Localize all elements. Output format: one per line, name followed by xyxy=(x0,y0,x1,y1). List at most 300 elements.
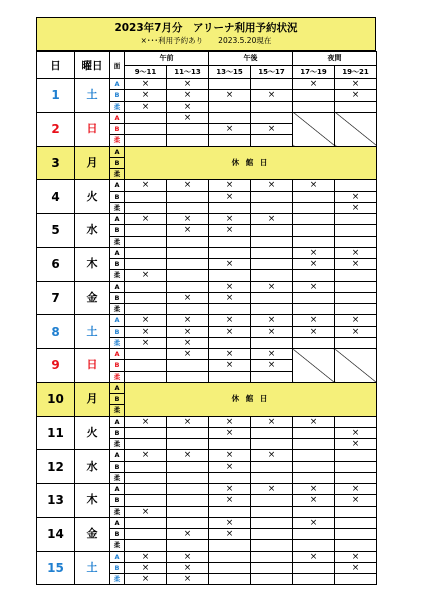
slot-cell xyxy=(251,371,293,382)
header-slot: 13～15 xyxy=(209,65,251,79)
table-row xyxy=(37,450,377,461)
slot-cell xyxy=(251,540,293,551)
header-day: 日 xyxy=(37,52,75,79)
reserved-cell: × xyxy=(293,551,335,562)
slot-cell xyxy=(251,202,293,213)
slot-cell xyxy=(209,79,251,90)
lane-label: 柔 xyxy=(110,270,125,281)
slot-cell xyxy=(209,540,251,551)
slot-cell xyxy=(251,79,293,90)
table-row xyxy=(37,79,377,90)
slot-cell xyxy=(167,439,209,450)
reserved-cell: × xyxy=(209,315,251,326)
slot-cell xyxy=(293,529,335,540)
reserved-cell: × xyxy=(335,484,377,495)
header-slot: 9～11 xyxy=(125,65,167,79)
lane-label: B xyxy=(110,562,125,573)
reserved-cell: × xyxy=(125,90,167,101)
slot-cell xyxy=(167,202,209,213)
reserved-cell: × xyxy=(251,484,293,495)
reserved-cell: × xyxy=(209,517,251,528)
slot-cell xyxy=(167,517,209,528)
lane-label: B xyxy=(110,495,125,506)
reserved-cell: × xyxy=(209,416,251,427)
table-row xyxy=(37,416,377,427)
header-group: 午後 xyxy=(209,52,293,66)
reserved-cell: × xyxy=(251,360,293,371)
slot-cell xyxy=(335,506,377,517)
lane-label: B xyxy=(110,394,125,405)
slot-cell xyxy=(293,191,335,202)
reserved-cell: × xyxy=(335,191,377,202)
reserved-cell: × xyxy=(167,112,209,123)
slot-cell xyxy=(335,101,377,112)
lane-label: A xyxy=(110,349,125,360)
slot-cell xyxy=(125,427,167,438)
lane-label: A xyxy=(110,382,125,393)
slot-cell xyxy=(167,247,209,258)
reserved-cell: × xyxy=(293,416,335,427)
page-subtitle: ×･･･利用予約あり 2023.5.20現在 xyxy=(140,36,272,45)
slot-cell xyxy=(167,124,209,135)
page-title: 2023年7月分 アリーナ利用予約状況 xyxy=(114,22,298,34)
slot-cell xyxy=(125,540,167,551)
slot-cell xyxy=(125,191,167,202)
slot-cell xyxy=(335,574,377,585)
reserved-cell: × xyxy=(335,202,377,213)
slot-cell xyxy=(209,439,251,450)
reserved-cell: × xyxy=(167,416,209,427)
slot-cell xyxy=(125,236,167,247)
table-row xyxy=(37,315,377,326)
reserved-cell: × xyxy=(167,101,209,112)
lane-label: 柔 xyxy=(110,202,125,213)
slot-cell xyxy=(293,202,335,213)
slot-cell xyxy=(335,416,377,427)
reserved-cell: × xyxy=(209,281,251,292)
lane-label: A xyxy=(110,112,125,123)
slot-cell xyxy=(335,281,377,292)
lane-label: A xyxy=(110,450,125,461)
table-row xyxy=(37,382,377,393)
day-number: 15 xyxy=(37,551,75,585)
slot-cell xyxy=(251,472,293,483)
day-number: 8 xyxy=(37,315,75,349)
lane-label: A xyxy=(110,517,125,528)
slot-cell xyxy=(209,247,251,258)
lane-label: A xyxy=(110,484,125,495)
table-row xyxy=(37,247,377,258)
lane-label: A xyxy=(110,551,125,562)
lane-label: A xyxy=(110,281,125,292)
reserved-cell: × xyxy=(251,326,293,337)
reserved-cell: × xyxy=(125,337,167,348)
weekday: 火 xyxy=(75,416,110,450)
day-number: 9 xyxy=(37,349,75,383)
weekday: 土 xyxy=(75,315,110,349)
reserved-cell: × xyxy=(251,450,293,461)
day-number: 4 xyxy=(37,180,75,214)
reserved-cell: × xyxy=(167,337,209,348)
slot-cell xyxy=(251,427,293,438)
slot-cell xyxy=(125,360,167,371)
slot-cell xyxy=(167,506,209,517)
reserved-cell: × xyxy=(335,247,377,258)
lane-label: B xyxy=(110,360,125,371)
slot-cell xyxy=(125,135,167,146)
slot-cell xyxy=(125,281,167,292)
lane-label: B xyxy=(110,90,125,101)
slot-cell xyxy=(125,517,167,528)
reserved-cell: × xyxy=(293,484,335,495)
slot-cell xyxy=(335,472,377,483)
slot-cell xyxy=(251,247,293,258)
reserved-cell: × xyxy=(209,495,251,506)
slot-cell xyxy=(209,270,251,281)
closed-notice: 休 館 日 xyxy=(125,382,377,416)
lane-label: B xyxy=(110,157,125,168)
slot-cell xyxy=(293,427,335,438)
reserved-cell: × xyxy=(125,326,167,337)
weekday: 水 xyxy=(75,214,110,248)
reserved-cell: × xyxy=(293,281,335,292)
slot-cell xyxy=(251,112,293,123)
slot-cell xyxy=(251,562,293,573)
lane-label: 柔 xyxy=(110,540,125,551)
reserved-cell: × xyxy=(209,191,251,202)
slot-cell xyxy=(167,270,209,281)
day-number: 10 xyxy=(37,382,75,416)
reserved-cell: × xyxy=(251,416,293,427)
day-number: 6 xyxy=(37,247,75,281)
reserved-cell: × xyxy=(251,281,293,292)
table-row xyxy=(37,349,377,360)
slot-cell xyxy=(125,124,167,135)
table-row xyxy=(37,281,377,292)
slot-cell xyxy=(209,135,251,146)
reserved-cell: × xyxy=(293,495,335,506)
slot-cell xyxy=(251,236,293,247)
slot-cell xyxy=(167,304,209,315)
reserved-cell: × xyxy=(125,574,167,585)
slot-cell xyxy=(251,101,293,112)
reserved-cell: × xyxy=(125,79,167,90)
title-box xyxy=(36,17,376,51)
slot-cell xyxy=(125,461,167,472)
reserved-cell: × xyxy=(293,247,335,258)
day-number: 11 xyxy=(37,416,75,450)
slot-cell xyxy=(125,259,167,270)
slot-cell xyxy=(335,529,377,540)
slot-cell xyxy=(293,337,335,348)
weekday: 木 xyxy=(75,484,110,518)
lane-label: 柔 xyxy=(110,472,125,483)
reserved-cell: × xyxy=(209,124,251,135)
lane-label: 柔 xyxy=(110,236,125,247)
slot-cell xyxy=(125,529,167,540)
slot-cell xyxy=(293,472,335,483)
slot-cell xyxy=(251,270,293,281)
reserved-cell: × xyxy=(293,259,335,270)
lane-label: 柔 xyxy=(110,337,125,348)
header-slot: 15～17 xyxy=(251,65,293,79)
table-row xyxy=(37,180,377,191)
table-row xyxy=(37,517,377,528)
slot-cell xyxy=(335,225,377,236)
reserved-cell: × xyxy=(167,562,209,573)
table-row xyxy=(37,551,377,562)
slot-cell xyxy=(293,439,335,450)
slot-cell xyxy=(209,101,251,112)
weekday: 月 xyxy=(75,146,110,180)
reserved-cell: × xyxy=(251,180,293,191)
slot-cell xyxy=(335,214,377,225)
lane-label: 柔 xyxy=(110,169,125,180)
reserved-cell: × xyxy=(209,461,251,472)
reserved-cell: × xyxy=(293,315,335,326)
slot-cell xyxy=(293,101,335,112)
slot-cell xyxy=(125,304,167,315)
slot-cell xyxy=(251,495,293,506)
lane-label: 柔 xyxy=(110,135,125,146)
slot-cell xyxy=(335,292,377,303)
slot-cell xyxy=(209,562,251,573)
slot-cell xyxy=(167,495,209,506)
day-number: 12 xyxy=(37,450,75,484)
slot-cell xyxy=(125,495,167,506)
day-number: 13 xyxy=(37,484,75,518)
reserved-cell: × xyxy=(335,562,377,573)
reserved-cell: × xyxy=(167,450,209,461)
reserved-cell: × xyxy=(251,214,293,225)
slot-cell xyxy=(167,540,209,551)
reserved-cell: × xyxy=(335,551,377,562)
lane-label: A xyxy=(110,214,125,225)
lane-label: B xyxy=(110,124,125,135)
slot-cell xyxy=(167,135,209,146)
slot-cell xyxy=(251,517,293,528)
reserved-cell: × xyxy=(251,124,293,135)
lane-label: B xyxy=(110,259,125,270)
slot-cell xyxy=(167,427,209,438)
lane-label: 柔 xyxy=(110,304,125,315)
slot-cell xyxy=(167,259,209,270)
reserved-cell: × xyxy=(209,484,251,495)
lane-label: B xyxy=(110,427,125,438)
slot-cell xyxy=(251,439,293,450)
slot-cell xyxy=(251,529,293,540)
slot-cell xyxy=(251,135,293,146)
reserved-cell: × xyxy=(293,180,335,191)
weekday: 木 xyxy=(75,247,110,281)
reserved-cell: × xyxy=(125,315,167,326)
reserved-cell: × xyxy=(209,349,251,360)
reserved-cell: × xyxy=(335,326,377,337)
lane-label: A xyxy=(110,146,125,157)
slot-cell xyxy=(293,292,335,303)
slot-cell xyxy=(125,472,167,483)
slot-cell xyxy=(335,461,377,472)
reserved-cell: × xyxy=(125,214,167,225)
reserved-cell: × xyxy=(125,450,167,461)
lane-label: A xyxy=(110,416,125,427)
lane-label: B xyxy=(110,191,125,202)
weekday: 月 xyxy=(75,382,110,416)
reserved-cell: × xyxy=(167,349,209,360)
slot-cell xyxy=(293,540,335,551)
day-number: 1 xyxy=(37,79,75,113)
reserved-cell: × xyxy=(293,79,335,90)
slot-cell xyxy=(209,304,251,315)
slot-cell xyxy=(125,225,167,236)
slot-cell xyxy=(125,112,167,123)
header-weekday: 曜日 xyxy=(75,52,110,79)
slot-cell xyxy=(167,472,209,483)
lane-label: 柔 xyxy=(110,101,125,112)
reserved-cell: × xyxy=(251,349,293,360)
weekday: 日 xyxy=(75,349,110,383)
reserved-cell: × xyxy=(209,292,251,303)
lane-label: A xyxy=(110,79,125,90)
lane-label: B xyxy=(110,326,125,337)
slot-cell xyxy=(125,349,167,360)
lane-label: 柔 xyxy=(110,439,125,450)
slot-cell xyxy=(209,551,251,562)
weekday: 土 xyxy=(75,79,110,113)
slot-cell xyxy=(293,450,335,461)
slot-cell xyxy=(251,225,293,236)
reserved-cell: × xyxy=(335,439,377,450)
slot-cell xyxy=(335,337,377,348)
reserved-cell: × xyxy=(335,79,377,90)
lane-label: 柔 xyxy=(110,506,125,517)
slot-cell xyxy=(209,202,251,213)
reserved-cell: × xyxy=(209,214,251,225)
reserved-cell: × xyxy=(125,562,167,573)
lane-label: 柔 xyxy=(110,405,125,416)
slot-cell xyxy=(335,304,377,315)
header-slot: 19～21 xyxy=(335,65,377,79)
reserved-cell: × xyxy=(167,214,209,225)
reserved-cell: × xyxy=(167,551,209,562)
reserved-cell: × xyxy=(293,517,335,528)
slot-cell xyxy=(293,90,335,101)
slot-cell xyxy=(251,551,293,562)
slot-cell xyxy=(293,562,335,573)
reserved-cell: × xyxy=(167,180,209,191)
slot-cell xyxy=(335,270,377,281)
header-group: 夜間 xyxy=(293,52,377,66)
slot-cell xyxy=(293,506,335,517)
reserved-cell: × xyxy=(125,101,167,112)
slot-cell xyxy=(167,360,209,371)
slot-cell xyxy=(209,112,251,123)
slot-cell xyxy=(251,337,293,348)
reserved-cell: × xyxy=(167,79,209,90)
table-row xyxy=(37,146,377,157)
reserved-cell: × xyxy=(209,529,251,540)
slot-cell xyxy=(251,259,293,270)
lane-label: B xyxy=(110,292,125,303)
day-number: 5 xyxy=(37,214,75,248)
slot-cell xyxy=(293,270,335,281)
reserved-cell: × xyxy=(335,259,377,270)
weekday: 金 xyxy=(75,517,110,551)
unavailable-cell xyxy=(335,112,377,146)
day-number: 3 xyxy=(37,146,75,180)
weekday: 土 xyxy=(75,551,110,585)
lane-label: B xyxy=(110,529,125,540)
header-slot: 17～19 xyxy=(293,65,335,79)
header-surface: 面 xyxy=(110,52,125,79)
slot-cell xyxy=(251,304,293,315)
slot-cell xyxy=(293,225,335,236)
table-row xyxy=(37,484,377,495)
slot-cell xyxy=(125,439,167,450)
weekday: 火 xyxy=(75,180,110,214)
slot-cell xyxy=(167,371,209,382)
slot-cell xyxy=(125,292,167,303)
reserved-cell: × xyxy=(125,180,167,191)
table-row xyxy=(37,214,377,225)
slot-cell xyxy=(335,236,377,247)
reserved-cell: × xyxy=(125,506,167,517)
slot-cell xyxy=(125,484,167,495)
slot-cell xyxy=(293,236,335,247)
reserved-cell: × xyxy=(335,495,377,506)
unavailable-cell xyxy=(335,349,377,383)
slot-cell xyxy=(335,180,377,191)
lane-label: 柔 xyxy=(110,371,125,382)
slot-cell xyxy=(167,191,209,202)
table-row xyxy=(37,112,377,123)
reserved-cell: × xyxy=(167,326,209,337)
lane-label: B xyxy=(110,461,125,472)
reserved-cell: × xyxy=(125,270,167,281)
unavailable-cell xyxy=(293,112,335,146)
slot-cell xyxy=(335,517,377,528)
reserved-cell: × xyxy=(335,315,377,326)
day-number: 7 xyxy=(37,281,75,315)
reserved-cell: × xyxy=(251,315,293,326)
slot-cell xyxy=(209,236,251,247)
reserved-cell: × xyxy=(293,326,335,337)
reserved-cell: × xyxy=(167,90,209,101)
reserved-cell: × xyxy=(167,574,209,585)
slot-cell xyxy=(251,461,293,472)
reserved-cell: × xyxy=(209,360,251,371)
day-number: 14 xyxy=(37,517,75,551)
weekday: 日 xyxy=(75,112,110,146)
slot-cell xyxy=(293,214,335,225)
lane-label: A xyxy=(110,315,125,326)
slot-cell xyxy=(293,574,335,585)
lane-label: B xyxy=(110,225,125,236)
slot-cell xyxy=(251,191,293,202)
slot-cell xyxy=(335,450,377,461)
header-row-groups xyxy=(37,52,377,66)
slot-cell xyxy=(335,540,377,551)
slot-cell xyxy=(167,484,209,495)
reservation-sheet xyxy=(36,17,376,585)
reserved-cell: × xyxy=(209,225,251,236)
reserved-cell: × xyxy=(167,529,209,540)
day-number: 2 xyxy=(37,112,75,146)
reserved-cell: × xyxy=(335,427,377,438)
reserved-cell: × xyxy=(209,180,251,191)
header-group: 午前 xyxy=(125,52,209,66)
slot-cell xyxy=(251,574,293,585)
